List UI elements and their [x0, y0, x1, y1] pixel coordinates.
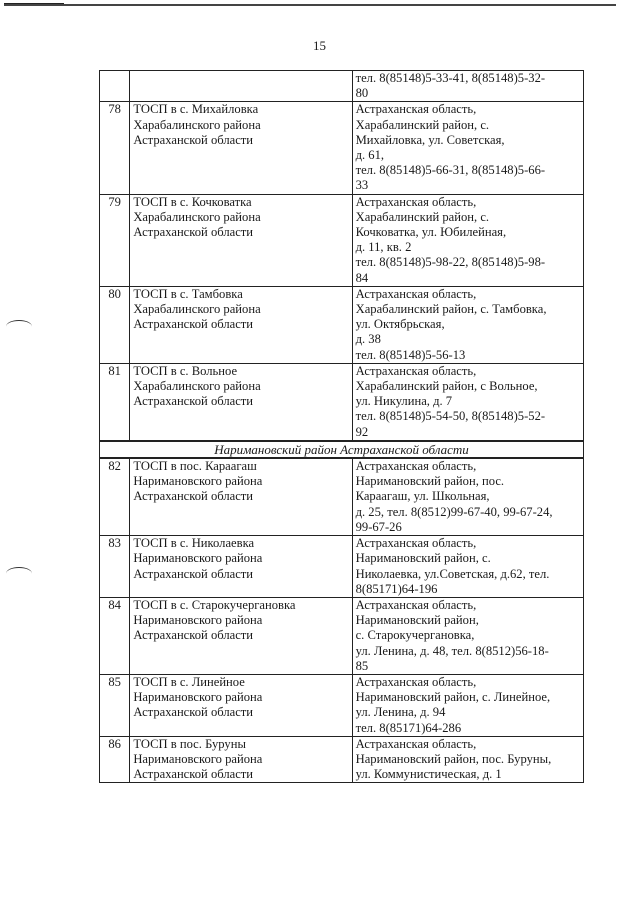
- address-line: Кочковатка, ул. Юбилейная,: [355, 225, 507, 240]
- table-row: [100, 597, 584, 674]
- address-line: д. 25, тел. 8(8512)99-67-40, 99-67-24,: [355, 504, 553, 519]
- table-row: [100, 674, 584, 736]
- row-number: 83: [100, 536, 130, 598]
- table-row: [100, 286, 584, 363]
- address-line: 8(85171)64-196: [355, 581, 438, 596]
- organization-line: Наримановского района: [133, 551, 263, 566]
- address-line: Николаевка, ул.Советская, д.62, тел.: [355, 566, 550, 581]
- address-line: ул. Октябрьская,: [355, 317, 445, 332]
- address-line: тел. 8(85148)5-66-31, 8(85148)5-66-: [355, 163, 546, 178]
- address-line: Астраханская область,: [355, 194, 477, 209]
- organization-cell: [130, 71, 352, 102]
- address-line: Наримановский район, с.: [355, 551, 491, 566]
- table-row: [100, 458, 584, 536]
- organization-line: Харабалинского района: [133, 302, 261, 317]
- address-line: 84: [355, 270, 369, 285]
- row-number: 79: [100, 194, 130, 286]
- row-number: 85: [100, 674, 130, 736]
- address-line: Наримановский район, пос.: [355, 474, 505, 489]
- table-body-narimanov: [100, 458, 584, 783]
- address-line: Астраханская область,: [355, 102, 477, 117]
- table-body-kharabali: [100, 71, 584, 441]
- address-line: Наримановский район,: [355, 613, 479, 628]
- organization-line: ТОСП в с. Старокучергановка: [133, 597, 296, 612]
- scan-top-edge: [4, 4, 616, 6]
- row-number: 81: [100, 363, 130, 441]
- organization-line: Астраханской области: [133, 767, 254, 782]
- address-line: д. 61,: [355, 148, 385, 163]
- organization-cell: [130, 597, 352, 674]
- address-line: Астраханская область,: [355, 736, 477, 751]
- address-line: тел. 8(85148)5-56-13: [355, 347, 466, 362]
- row-number: 86: [100, 736, 130, 783]
- address-cell: [352, 736, 583, 783]
- page-number: 15: [313, 38, 326, 53]
- address-line: тел. 8(85148)5-54-50, 8(85148)5-52-: [355, 409, 546, 424]
- organization-line: Наримановского района: [133, 613, 263, 628]
- address-line: тел. 8(85148)5-98-22, 8(85148)5-98-: [355, 255, 546, 270]
- address-cell: [352, 597, 583, 674]
- address-line: ул. Ленина, д. 94: [355, 705, 446, 720]
- organization-cell: [130, 286, 352, 363]
- organization-cell: [130, 363, 352, 441]
- address-cell: [352, 363, 583, 441]
- address-line: Харабалинский район, с Вольное,: [355, 379, 538, 394]
- address-line: 85: [355, 658, 369, 673]
- address-line: тел. 8(85148)5-33-41, 8(85148)5-32-: [355, 71, 546, 85]
- organization-line: ТОСП в с. Николаевка: [133, 536, 255, 551]
- address-line: 99-67-26: [355, 519, 402, 534]
- organization-line: ТОСП в с. Кочковатка: [133, 194, 252, 209]
- organization-line: Астраханской области: [133, 225, 254, 240]
- table-row: [100, 71, 584, 102]
- organization-line: ТОСП в с. Михайловка: [133, 102, 259, 117]
- organization-cell: [130, 536, 352, 598]
- row-number: 82: [100, 458, 130, 536]
- address-line: 33: [355, 178, 369, 193]
- address-line: д. 38: [355, 332, 381, 347]
- row-number: [100, 71, 130, 102]
- row-number: 78: [100, 102, 130, 194]
- address-line: Наримановский район, с. Линейное,: [355, 690, 551, 705]
- organization-line: Астраханской области: [133, 628, 254, 643]
- address-cell: [352, 102, 583, 194]
- organization-line: Харабалинского района: [133, 379, 261, 394]
- address-line: Харабалинский район, с.: [355, 117, 490, 132]
- organization-line: Харабалинского района: [133, 209, 261, 224]
- organization-line: ТОСП в с. Линейное: [133, 674, 245, 689]
- address-cell: [352, 458, 583, 536]
- section-row: [100, 441, 584, 458]
- address-line: Астраханская область,: [355, 363, 477, 378]
- table-row: [100, 194, 584, 286]
- table-section-header: [100, 441, 584, 458]
- address-line: 92: [355, 424, 369, 439]
- address-line: Астраханская область,: [355, 674, 477, 689]
- organization-line: Астраханской области: [133, 489, 254, 504]
- address-line: ул. Ленина, д. 48, тел. 8(8512)56-18-: [355, 643, 549, 658]
- organization-cell: [130, 674, 352, 736]
- organization-line: Астраханской области: [133, 394, 254, 409]
- organization-cell: [130, 736, 352, 783]
- address-cell: [352, 674, 583, 736]
- address-line: д. 11, кв. 2: [355, 240, 412, 255]
- address-line: ул. Коммунистическая, д. 1: [355, 767, 502, 782]
- table-row: [100, 102, 584, 194]
- organization-line: Астраханской области: [133, 705, 254, 720]
- organization-line: Астраханской области: [133, 317, 254, 332]
- organization-line: ТОСП в пос. Буруны: [133, 736, 246, 751]
- address-line: Астраханская область,: [355, 597, 477, 612]
- binder-hole-mark-lower: [6, 567, 32, 580]
- organization-line: Наримановского района: [133, 474, 263, 489]
- address-line: Михайловка, ул. Советская,: [355, 132, 505, 147]
- address-line: 80: [355, 86, 369, 101]
- address-line: Харабалинский район, с. Тамбовка,: [355, 302, 547, 317]
- section-title: Наримановский район Астраханской области: [100, 441, 584, 458]
- organization-line: ТОСП в с. Тамбовка: [133, 286, 243, 301]
- address-line: Харабалинский район, с.: [355, 209, 490, 224]
- table-row: [100, 363, 584, 441]
- address-line: ул. Никулина, д. 7: [355, 394, 453, 409]
- organization-line: Астраханской области: [133, 132, 254, 147]
- address-line: Астраханская область,: [355, 536, 477, 551]
- address-line: Наримановский район, пос. Буруны,: [355, 751, 552, 766]
- address-cell: [352, 536, 583, 598]
- row-number: 84: [100, 597, 130, 674]
- address-line: Караагаш, ул. Школьная,: [355, 489, 490, 504]
- address-cell: [352, 286, 583, 363]
- organization-line: ТОСП в с. Вольное: [133, 363, 238, 378]
- organization-line: ТОСП в пос. Караагаш: [133, 459, 257, 474]
- address-cell: [352, 71, 583, 102]
- organization-line: Астраханской области: [133, 566, 254, 581]
- address-line: с. Старокучергановка,: [355, 628, 475, 643]
- organization-cell: [130, 102, 352, 194]
- organization-line: Наримановского района: [133, 690, 263, 705]
- address-cell: [352, 194, 583, 286]
- address-line: тел. 8(85171)64-286: [355, 720, 462, 735]
- addresses-table: [99, 70, 584, 783]
- organization-line: Харабалинского района: [133, 117, 261, 132]
- address-line: Астраханская область,: [355, 286, 477, 301]
- table-row: [100, 536, 584, 598]
- table-row: [100, 736, 584, 783]
- organization-cell: [130, 458, 352, 536]
- binder-hole-mark-upper: [6, 320, 32, 333]
- row-number: 80: [100, 286, 130, 363]
- organization-cell: [130, 194, 352, 286]
- address-line: Астраханская область,: [355, 459, 477, 474]
- organization-line: Наримановского района: [133, 751, 263, 766]
